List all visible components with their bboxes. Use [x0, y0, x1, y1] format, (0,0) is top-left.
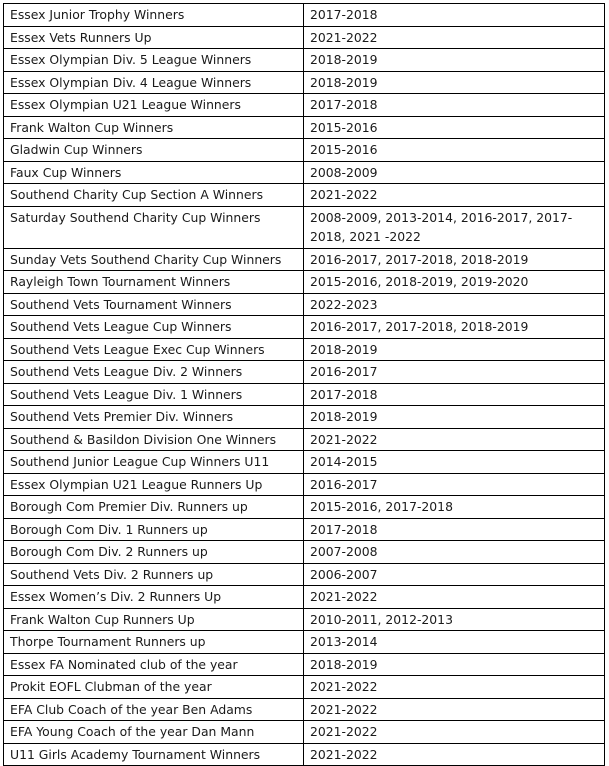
honour-title-cell: Essex Olympian Div. 4 League Winners: [4, 71, 304, 94]
table-row: [4, 49, 605, 72]
honour-seasons-cell: 2018-2019: [304, 406, 605, 429]
table-row: [4, 116, 605, 139]
table-row: [4, 743, 605, 766]
honour-seasons-cell: 2018-2019: [304, 653, 605, 676]
honour-title-cell: Essex Vets Runners Up: [4, 26, 304, 49]
honour-title-cell: Essex FA Nominated club of the year: [4, 653, 304, 676]
honour-title-cell: Essex Olympian U21 League Winners: [4, 94, 304, 117]
honours-table-body: [4, 4, 605, 766]
honour-title-cell: EFA Young Coach of the year Dan Mann: [4, 721, 304, 744]
honours-table: [3, 3, 605, 766]
table-row: [4, 338, 605, 361]
honour-title-cell: Southend Vets Div. 2 Runners up: [4, 563, 304, 586]
honour-title-cell: Rayleigh Town Tournament Winners: [4, 271, 304, 294]
honour-seasons-cell: 2021-2022: [304, 721, 605, 744]
honour-title-cell: Southend Vets League Cup Winners: [4, 316, 304, 339]
honour-title-cell: Southend Charity Cup Section A Winners: [4, 184, 304, 207]
honour-seasons-cell: 2022-2023: [304, 293, 605, 316]
honour-seasons-cell: 2016-2017: [304, 361, 605, 384]
table-row: [4, 721, 605, 744]
table-row: [4, 586, 605, 609]
table-row: [4, 206, 605, 248]
honour-seasons-cell: 2008-2009, 2013-2014, 2016-2017, 2017-2018, 2021 -2022: [304, 206, 605, 248]
table-row: [4, 161, 605, 184]
honour-title-cell: Southend Junior League Cup Winners U11: [4, 451, 304, 474]
table-row: [4, 184, 605, 207]
honour-title-cell: Saturday Southend Charity Cup Winners: [4, 206, 304, 248]
honour-seasons-cell: 2016-2017, 2017-2018, 2018-2019: [304, 316, 605, 339]
honour-seasons-cell: 2017-2018: [304, 383, 605, 406]
honour-seasons-cell: 2021-2022: [304, 428, 605, 451]
table-row: [4, 271, 605, 294]
table-row: [4, 653, 605, 676]
honour-title-cell: Borough Com Premier Div. Runners up: [4, 496, 304, 519]
honour-seasons-cell: 2017-2018: [304, 518, 605, 541]
honour-title-cell: Sunday Vets Southend Charity Cup Winners: [4, 248, 304, 271]
table-row: [4, 428, 605, 451]
table-row: [4, 676, 605, 699]
table-row: [4, 316, 605, 339]
honour-title-cell: U11 Girls Academy Tournament Winners: [4, 743, 304, 766]
honour-seasons-cell: 2017-2018: [304, 94, 605, 117]
honour-seasons-cell: 2015-2016, 2017-2018: [304, 496, 605, 519]
table-row: [4, 4, 605, 27]
honour-title-cell: Faux Cup Winners: [4, 161, 304, 184]
table-row: [4, 361, 605, 384]
table-row: [4, 406, 605, 429]
honour-title-cell: Gladwin Cup Winners: [4, 139, 304, 162]
table-row: [4, 139, 605, 162]
honour-seasons-cell: 2016-2017: [304, 473, 605, 496]
table-row: [4, 563, 605, 586]
table-row: [4, 293, 605, 316]
honour-seasons-cell: 2006-2007: [304, 563, 605, 586]
table-row: [4, 26, 605, 49]
honour-seasons-cell: 2021-2022: [304, 743, 605, 766]
table-row: [4, 608, 605, 631]
honour-seasons-cell: 2010-2011, 2012-2013: [304, 608, 605, 631]
table-row: [4, 473, 605, 496]
honour-title-cell: Essex Olympian Div. 5 League Winners: [4, 49, 304, 72]
table-row: [4, 631, 605, 654]
table-row: [4, 248, 605, 271]
honour-title-cell: Essex Olympian U21 League Runners Up: [4, 473, 304, 496]
table-row: [4, 496, 605, 519]
honour-seasons-cell: 2021-2022: [304, 586, 605, 609]
table-row: [4, 518, 605, 541]
honour-seasons-cell: 2007-2008: [304, 541, 605, 564]
honour-title-cell: Southend Vets Tournament Winners: [4, 293, 304, 316]
honour-title-cell: Southend Vets League Div. 2 Winners: [4, 361, 304, 384]
honour-seasons-cell: 2015-2016: [304, 139, 605, 162]
honour-seasons-cell: 2008-2009: [304, 161, 605, 184]
honour-title-cell: Frank Walton Cup Winners: [4, 116, 304, 139]
honour-seasons-cell: 2018-2019: [304, 49, 605, 72]
honour-seasons-cell: 2021-2022: [304, 26, 605, 49]
honour-seasons-cell: 2015-2016, 2018-2019, 2019-2020: [304, 271, 605, 294]
honour-title-cell: Borough Com Div. 1 Runners up: [4, 518, 304, 541]
table-row: [4, 451, 605, 474]
table-row: [4, 71, 605, 94]
honour-title-cell: Southend Vets League Exec Cup Winners: [4, 338, 304, 361]
honour-title-cell: EFA Club Coach of the year Ben Adams: [4, 698, 304, 721]
honour-title-cell: Southend Vets Premier Div. Winners: [4, 406, 304, 429]
honour-seasons-cell: 2015-2016: [304, 116, 605, 139]
honour-seasons-cell: 2013-2014: [304, 631, 605, 654]
honour-title-cell: Borough Com Div. 2 Runners up: [4, 541, 304, 564]
honour-seasons-cell: 2014-2015: [304, 451, 605, 474]
table-row: [4, 698, 605, 721]
honour-seasons-cell: 2018-2019: [304, 71, 605, 94]
honour-title-cell: Southend Vets League Div. 1 Winners: [4, 383, 304, 406]
table-row: [4, 383, 605, 406]
honour-title-cell: Prokit EOFL Clubman of the year: [4, 676, 304, 699]
honour-seasons-cell: 2018-2019: [304, 338, 605, 361]
honour-seasons-cell: 2021-2022: [304, 698, 605, 721]
honour-title-cell: Essex Junior Trophy Winners: [4, 4, 304, 27]
table-row: [4, 94, 605, 117]
honour-seasons-cell: 2016-2017, 2017-2018, 2018-2019: [304, 248, 605, 271]
honour-seasons-cell: 2017-2018: [304, 4, 605, 27]
honour-seasons-cell: 2021-2022: [304, 184, 605, 207]
honour-title-cell: Essex Women’s Div. 2 Runners Up: [4, 586, 304, 609]
honour-title-cell: Thorpe Tournament Runners up: [4, 631, 304, 654]
table-row: [4, 541, 605, 564]
honour-title-cell: Southend & Basildon Division One Winners: [4, 428, 304, 451]
honour-seasons-cell: 2021-2022: [304, 676, 605, 699]
honour-title-cell: Frank Walton Cup Runners Up: [4, 608, 304, 631]
